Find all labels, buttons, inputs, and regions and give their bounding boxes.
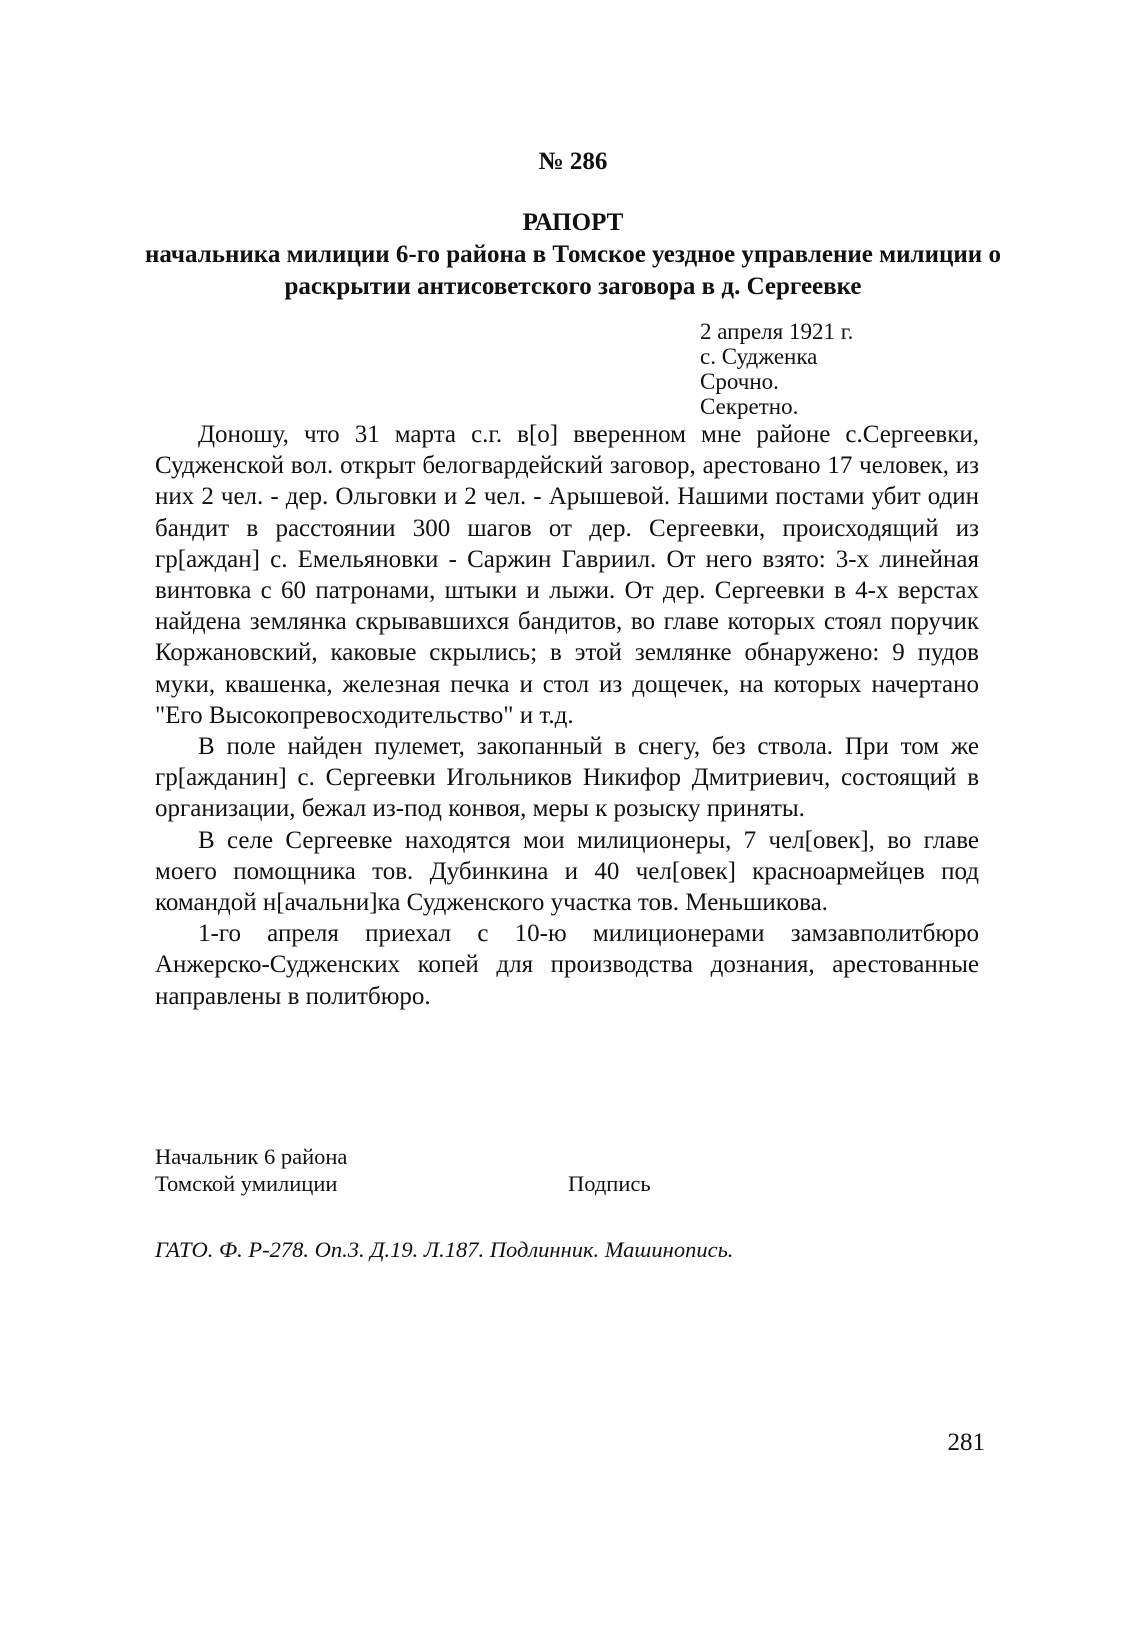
body-paragraph: 1-го апреля приехал с 10-ю милиционерами замзавполитбюро Анжерско-Судженских копей для производства дознания, арестованные направлены в политбюро. <box>155 920 979 1010</box>
report-body <box>155 419 979 1012</box>
signature-mark: Подпись <box>568 1171 651 1196</box>
secrecy-mark: Секретно. <box>700 394 799 419</box>
document-meta <box>700 319 1000 419</box>
signer-position-line2: Томской умилиции <box>155 1171 338 1196</box>
body-paragraph: В селе Сергеевке находятся мои милиционеры, 7 чел[овек], во главе моего помощника тов. Дубинкина и 40 чел[овек] красноармейцев под командой н[ачальни]ка Судженского участка тов. Меньшикова. <box>155 826 979 917</box>
urgency-mark: Срочно. <box>700 369 779 394</box>
signer-position-line1: Начальник 6 района <box>155 1144 348 1169</box>
body-paragraph: Доношу, что 31 марта с.г. в[о] вверенном мне районе с.Сергеевки, Судженской вол. открыт белогвардейский заговор, арестовано 17 человек, из них 2 чел. - дер. Ольговки и 2 чел. - Арышевой. Нашими постами убит один бандит в расстоянии 300 шагов от дер. Сергеевки, происходящий из гр[аждан] с. Емельяновки - Саржин Гавриил. От него взято: 3-х линейная винтовка с 60 патронами, штыки и лыжи. От дер. Сергеевки в 4-х верстах найдена землянка скрывавшихся бандитов, во главе которых стоял поручик Коржановский, каковые скрылись; в этой землянке обнаружено: 9 пудов муки, квашенка, железная печка и стол из дощечек, на которых начертано "Его Высокопревосходительство" и т.д. <box>155 421 979 729</box>
document-subtitle: начальника милиции 6-го района в Томское уездное управление милиции о раскрытии антисоветского заговора в д. Сергеевке <box>145 241 1001 300</box>
signature-block <box>155 1143 855 1197</box>
document-place: с. Судженка <box>700 344 818 369</box>
document-date: 2 апреля 1921 г. <box>700 319 854 344</box>
archive-source: ГАТО. Ф. Р-278. Оп.3. Д.19. Л.187. Подлинник. Машинопись. <box>155 1237 734 1262</box>
document-title: РАПОРТ <box>522 209 624 236</box>
body-paragraph: В поле найден пулемет, закопанный в снегу, без ствола. При том же гр[ажданин] с. Сергеевки Игольников Никифор Дмитриевич, состоящий в организации, бежал из-под конвоя, меры к розыску приняты. <box>155 733 979 823</box>
page-number: 281 <box>947 1429 985 1456</box>
document-number: № 286 <box>538 148 608 175</box>
